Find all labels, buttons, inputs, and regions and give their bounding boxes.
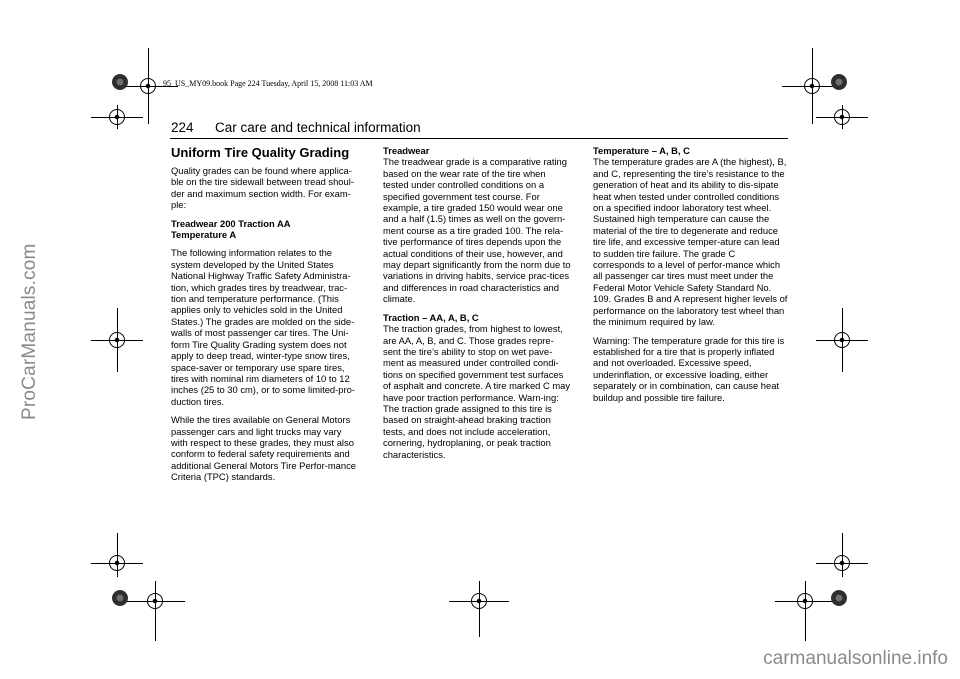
section-title: Uniform Tire Quality Grading: [171, 145, 350, 160]
intro-paragraph: Quality grades can be found where applica-ble on the tire sidewall between tread shoul-der and maximum section width. For exam-ple:: [171, 165, 354, 211]
color-dot-bottom-right: [831, 590, 847, 606]
utqg-description-paragraph: The following information relates to the system developed by the United States National Highway Traffic Safety Administra-tion, which grades tires by treadwear, trac-tion and temperature performance. (This applies only to vehicles sold in the United States.) The grades are molded on the side-walls of most passenger car tires. The Uni-form Tire Quality Grading system does not apply to deep tread, winter-type snow tires, space-saver or temporary use spare tires, tires with nominal rim diameters of 10 to 12 inches (25 to 30 cm), or to some limited-pro-duction tires.: [171, 247, 355, 407]
side-watermark: ProCarManuals.com: [19, 243, 40, 420]
column-2: [383, 145, 571, 467]
color-dot-bottom-left: [112, 590, 128, 606]
gm-tpc-paragraph: While the tires available on General Motors passenger cars and light trucks may vary with respect to these grades, they must also conform to federal safety requirements and additional General Motors Tire Perfor-mance Criteria (TPC) standards.: [171, 414, 356, 483]
traction-heading: Traction – AA, A, B, C: [383, 311, 479, 323]
column-3: [593, 145, 788, 410]
color-dot-top-right: [831, 74, 847, 90]
treadwear-heading: Treadwear: [383, 145, 430, 156]
treadwear-paragraph: The treadwear grade is a comparative rating based on the wear rate of the tire when tested under controlled conditions on a specified government test course. For example, a tire graded 150 would wear one and a half (1.5) times as well on the govern-ment course as a tire graded 100. The rela-tive performance of tires depends upon the actual conditions of their use, however, and may depart significantly from the norm due to variations in driving habits, service prac-tices and differences in road characteristics and climate.: [383, 156, 571, 305]
example-line-1: Treadwear 200 Traction AA: [171, 217, 291, 229]
example-line-2: Temperature A: [171, 229, 237, 241]
traction-paragraph: The traction grades, from highest to lowest, are AA, A, B, and C. Those grades repre-sent the tire’s ability to stop on wet pave-ment as measured under controlled condi-tions on specified government test surfaces of asphalt and concrete. A tire marked C may have poor traction performance. Warn-ing: The traction grade assigned to this tire is based on straight-ahead braking traction tests, and does not include acceleration, cornering, hydroplaning, or peak traction characteristics.: [383, 323, 571, 460]
page-number: 224: [171, 120, 194, 135]
print-info-line: 95_US_MY09.book Page 224 Tuesday, April 15, 2008 11:03 AM: [163, 79, 373, 88]
temperature-heading: Temperature – A, B, C: [593, 145, 690, 156]
example-grade: [171, 218, 359, 241]
temperature-warning-paragraph: Warning: The temperature grade for this tire is established for a tire that is properly inflated and not overloaded. Excessive speed, underinflation, or excessive loading, either separately or in combination, can cause heat buildup and possible tire failure.: [593, 334, 785, 403]
page-header: [171, 120, 788, 135]
column-1: [171, 145, 359, 490]
temperature-paragraph: The temperature grades are A (the highest), B, and C, representing the tire’s resistance to the generation of heat and its ability to dis-sipate heat when tested under controlled conditions on a specified indoor laboratory test wheel. Sustained high temperature can cause the material of the tire to degenerate and reduce tire life, and excessive temper-ature can lead to sudden tire failure. The grade C corresponds to a level of perfor-mance which all passenger car tires must meet under the Federal Motor Vehicle Safety Standard No. 109. Grades B and A represent higher levels of performance on the laboratory test wheel than the minimum required by law.: [593, 156, 788, 328]
header-rule: [170, 138, 788, 139]
bottom-watermark: carmanualsonline.info: [763, 648, 948, 669]
chapter-title: Car care and technical information: [215, 120, 421, 135]
color-dot-top-left: [112, 74, 128, 90]
